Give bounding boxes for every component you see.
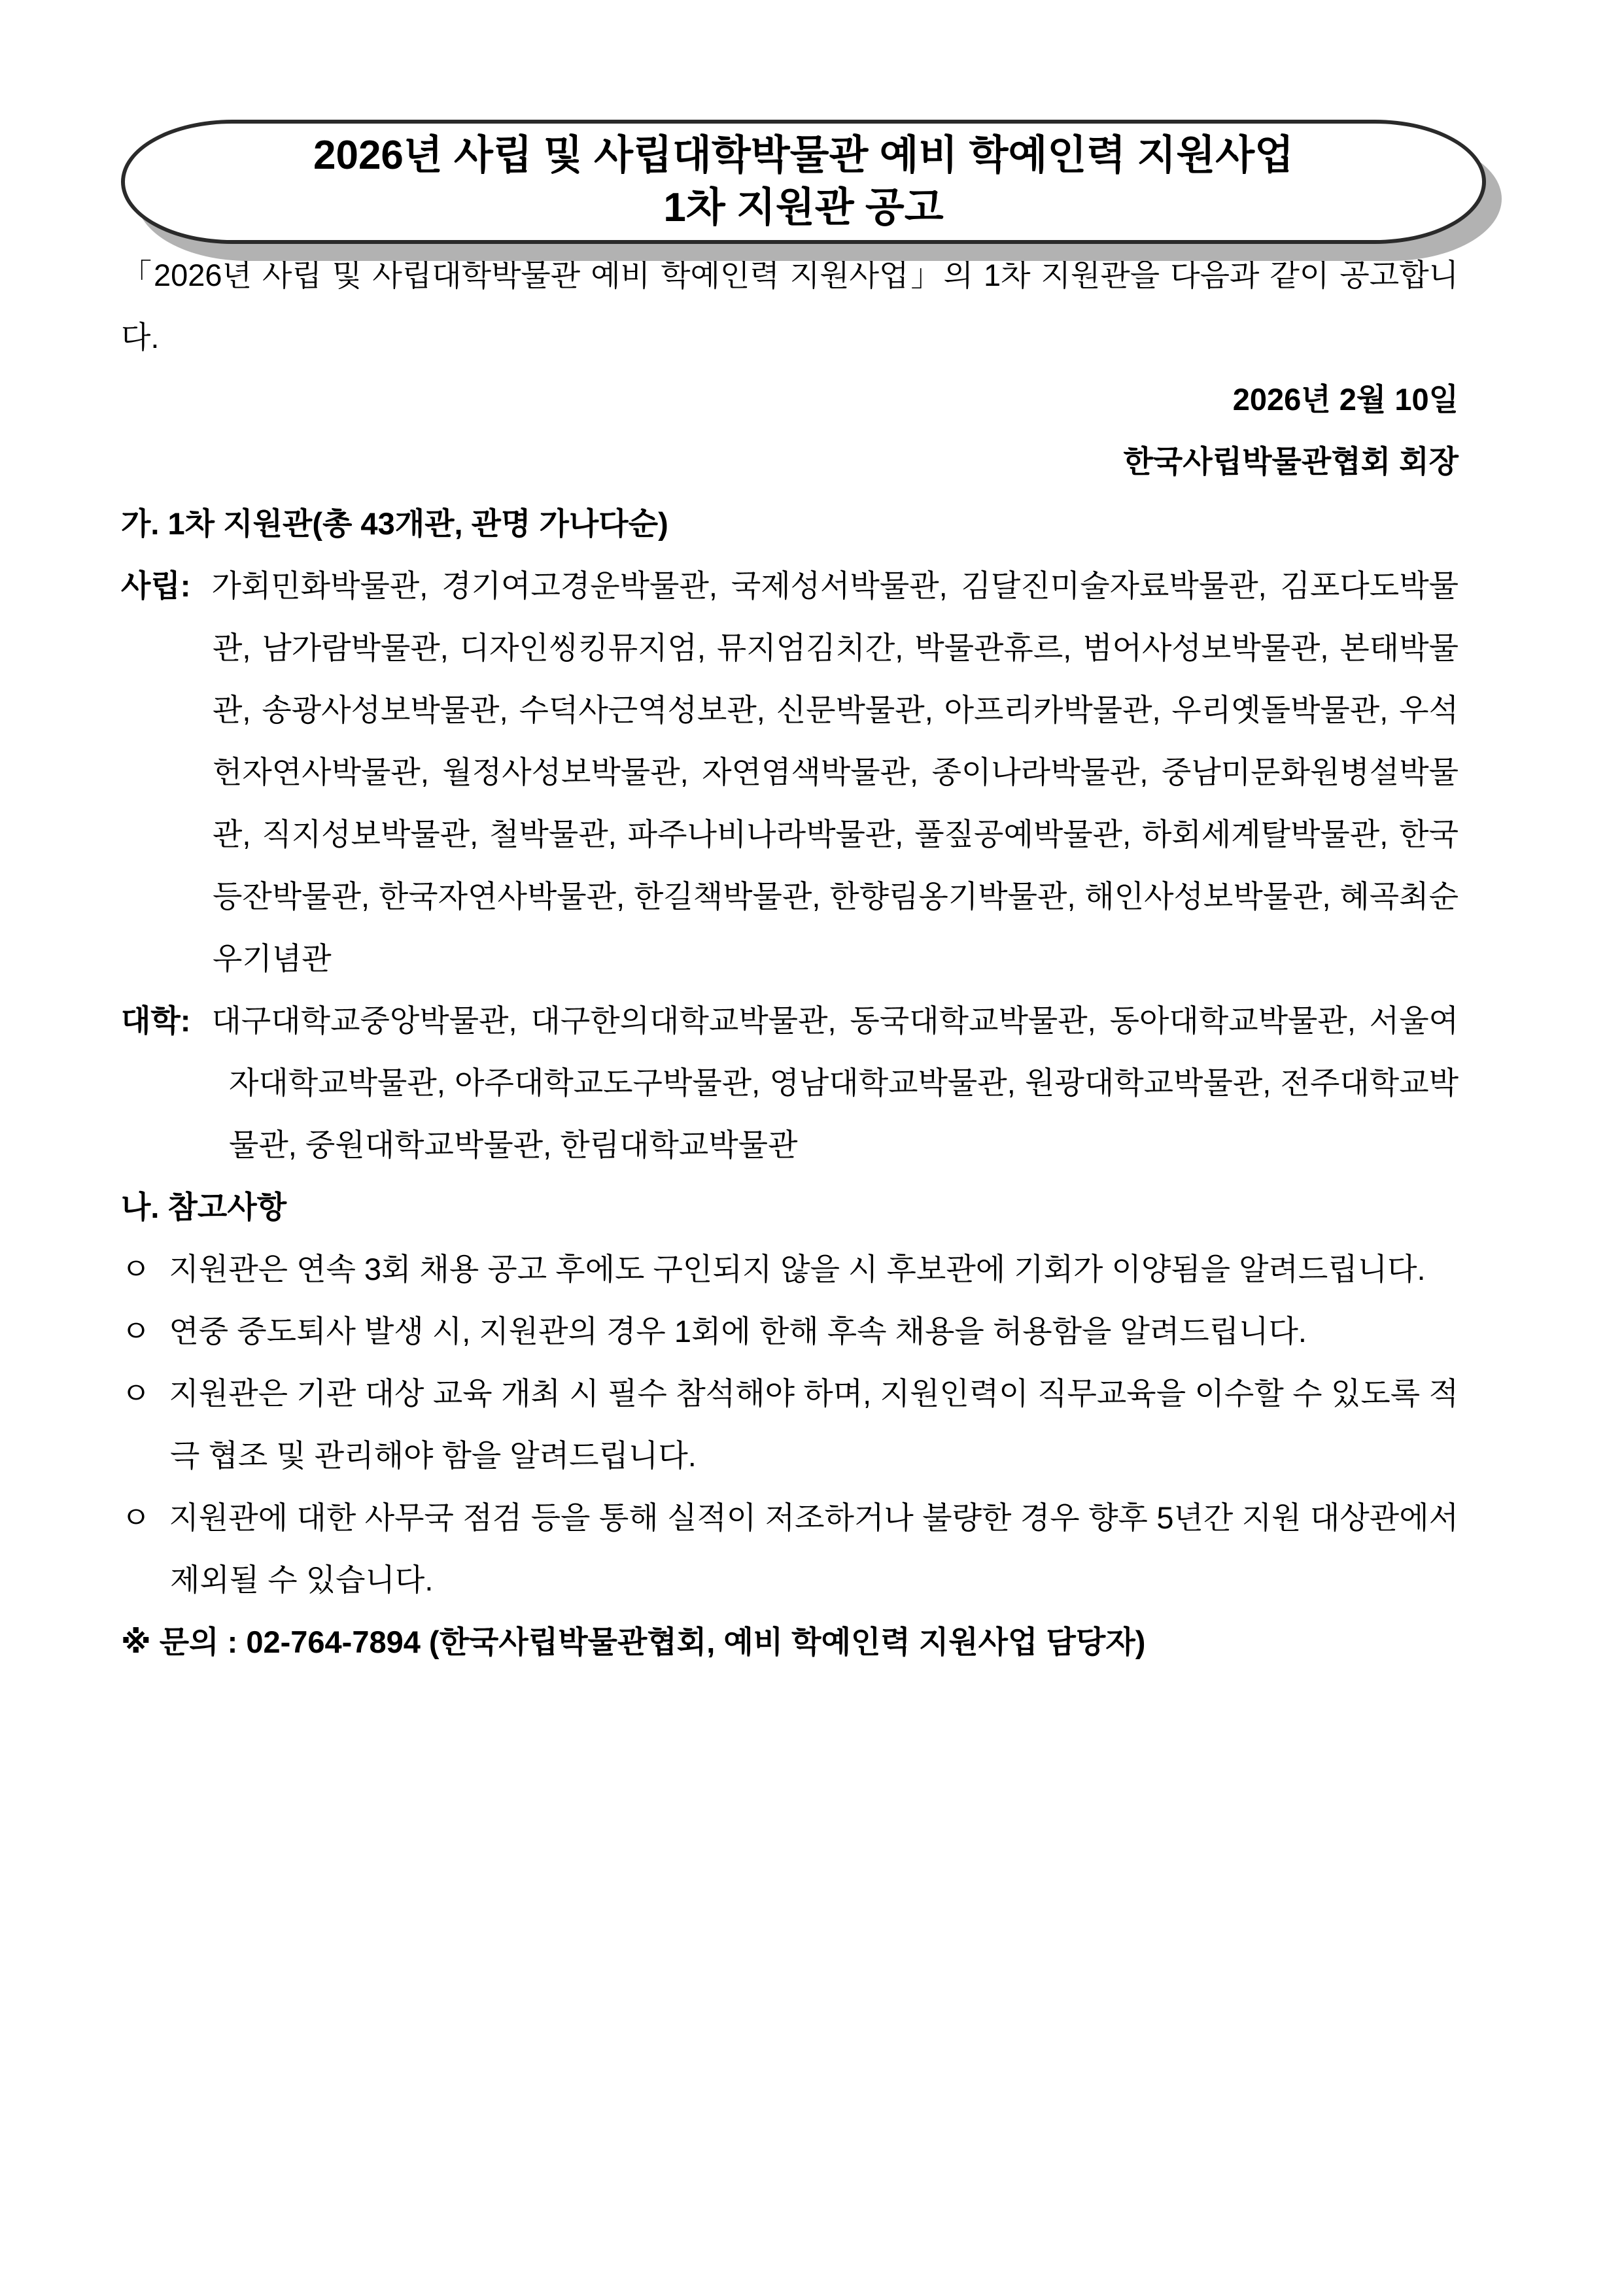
note-item-4 — [121, 1487, 1459, 1611]
private-label: 사립: — [121, 568, 191, 603]
title-box — [121, 120, 1486, 244]
intro-paragraph: 「2026년 사립 및 사립대학박물관 예비 학예인력 지원사업」의 1차 지원관을 다음과 같이 공고합니다. — [121, 258, 1459, 354]
title-line-1: 2026년 사립 및 사립대학박물관 예비 학예인력 지원사업 — [313, 133, 1294, 178]
university-museum-list: 대구대학교중앙박물관, 대구한의대학교박물관, 동국대학교박물관, 동아대학교박물관, 서울여자대학교박물관, 아주대학교도구박물관, 영남대학교박물관, 원광대학교박물관, 전주대학교박물관, 중원대학교박물관, 한림대학교박물관 — [211, 1003, 1459, 1162]
contact-footer: ※ 문의 : 02-764-7894 (한국사립박물관협회, 예비 학예인력 지원사업 담당자) — [121, 1625, 1146, 1659]
section-b-heading: 나. 참고사항 — [121, 1190, 287, 1224]
note-text: 지원관은 기관 대상 교육 개최 시 필수 참석해야 하며, 지원인력이 직무교육을 이수할 수 있도록 적극 협조 및 관리해야 함을 알려드립니다. — [169, 1376, 1459, 1473]
university-museums-paragraph — [121, 990, 1459, 1176]
issuer-signature: 한국사립박물관협회 회장 — [1123, 444, 1459, 479]
private-museums-paragraph — [121, 555, 1459, 990]
note-item-1 — [121, 1238, 1459, 1300]
issue-date-block — [121, 368, 1459, 492]
section-a-heading: 가. 1차 지원관(총 43개관, 관명 가나다순) — [121, 506, 668, 541]
title-line-2: 1차 지원관 공고 — [663, 185, 944, 230]
issue-date: 2026년 2월 10일 — [1232, 382, 1459, 417]
private-museum-list: 가회민화박물관, 경기여고경운박물관, 국제성서박물관, 김달진미술자료박물관, 김포다도박물관, 남가람박물관, 디자인씽킹뮤지엄, 뮤지엄김치간, 박물관휴르, 범어사성보박물관, 본태박물관, 송광사성보박물관, 수덕사근역성보관, 신문박물관, 아프리카박물관, 우리옛돌박물관, 우석헌자연사박물관, 월정사성보박물관, 자연염색박물관, 종이나라박물관, 중남미문화원병설박물관, 직지성보박물관, 철박물관, 파주나비나라박물관, 풀짚공예박물관, 하회세계탈박물관, 한국등잔박물관, 한국자연사박물관, 한길책박물관, 한향림옹기박물관, 해인사성보박물관, 혜곡최순우기념관 — [211, 568, 1459, 976]
bullet-circle-icon: ㅇ — [121, 1500, 151, 1535]
note-text: 연중 중도퇴사 발생 시, 지원관의 경우 1회에 한해 후속 채용을 허용함을 알려드립니다. — [169, 1314, 1307, 1349]
bullet-circle-icon: ㅇ — [121, 1314, 151, 1349]
note-item-3 — [121, 1362, 1459, 1487]
university-label: 대학: — [121, 1003, 191, 1038]
bullet-circle-icon: ㅇ — [121, 1252, 151, 1286]
note-text: 지원관에 대한 사무국 점검 등을 통해 실적이 저조하거나 불량한 경우 향후 5년간 지원 대상관에서 제외될 수 있습니다. — [169, 1500, 1459, 1597]
bullet-circle-icon: ㅇ — [121, 1376, 151, 1411]
note-item-2 — [121, 1300, 1459, 1362]
note-text: 지원관은 연속 3회 채용 공고 후에도 구인되지 않을 시 후보관에 기회가 이양됨을 알려드립니다. — [169, 1252, 1426, 1286]
